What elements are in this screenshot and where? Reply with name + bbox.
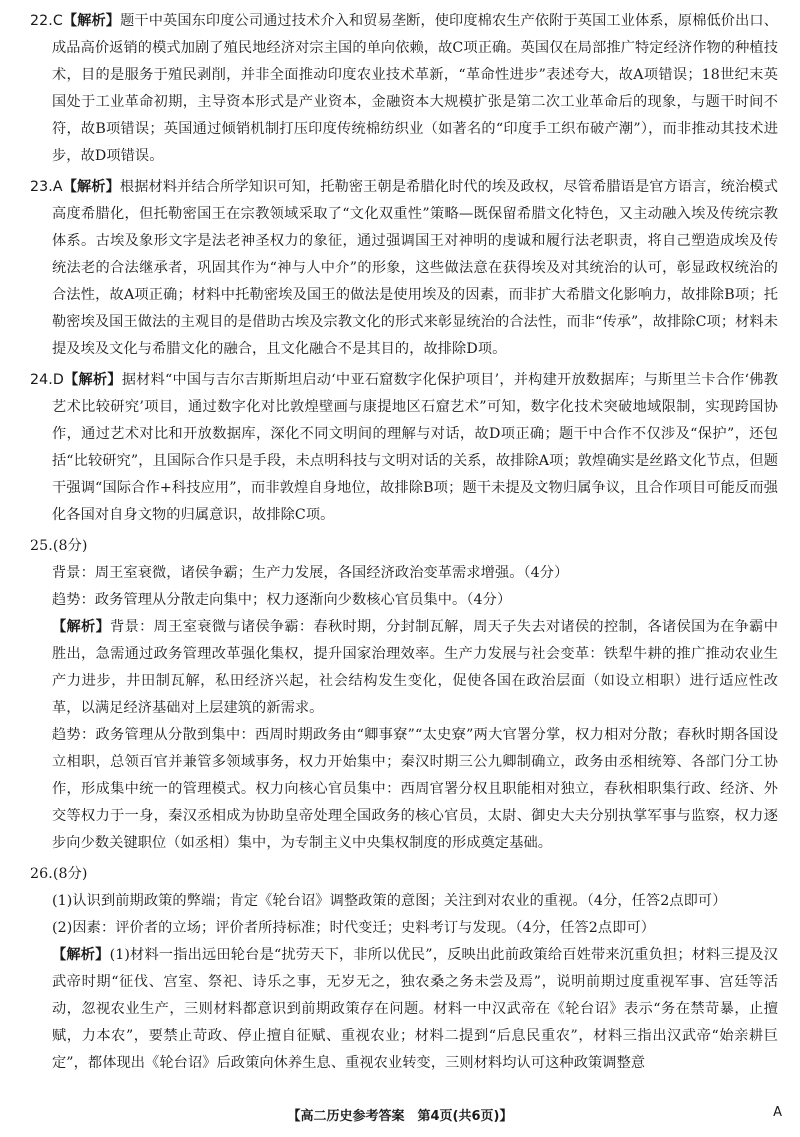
q24-text: 据材料“中国与吉尔吉斯斯坦启动‘中亚石窟数字化保护项目’，并构建开放数据库；与斯里兰卡合作‘佛教艺术比较研究’项目，通过数字化对比敦煌壁画与康提地区石窟艺术”可知，数字化技术突破地域限制，实现跨国协作，通过艺术对比和开放数据库，深化不同文明间的理解与对话，故D项正确；题干中合作不仅涉及“保护”，还包括“比较研究”，且国际合作只是手段，未点明科技与文明对话的关系，故排除A项；敦煌确实是丝路文化节点，但题干强调“国际合作+科技应用”，而非敦煌自身地位，故排除B项；题干未提及文物归属争议，且合作项目可能反而强化各国对自身文物的归属意识，故排除C项。 bbox=[52, 372, 778, 523]
q25-background-answer: 背景：周王室衰微，诸侯争霸；生产力发展，各国经济政治变革需求增强。（4分） bbox=[52, 565, 569, 581]
q25-analysis-1-text: 背景：周王室衰微与诸侯争霸：春秋时期，分封制瓦解，周天子失去对诸侯的控制，各诸侯国为在争霸中胜出，急需通过政务管理改革强化集权，提升国家治理效率。生产力发展与社会变革：铁犁牛耕的推广推动农业生产力进步，井田制瓦解，私田经济兴起，社会结构发生变化，促使各国在政治层面（如设立相职）进行适应性改革，以满足经济基础对上层建筑的新需求。 bbox=[52, 619, 778, 716]
q26-analysis bbox=[30, 942, 778, 1077]
q26-answer-2: (2)因素：评价者的立场；评价者所持标准；时代变迁；史料考订与发现。（4分，任答2点即可） bbox=[52, 920, 656, 936]
q23-number: 23.A bbox=[30, 179, 63, 195]
footer-version-letter: A bbox=[773, 1105, 782, 1120]
q24-number: 24.D bbox=[30, 372, 64, 388]
q23-analysis-tag: 【解析】 bbox=[62, 179, 120, 195]
q25-analysis-2: 趋势：政务管理从分散到集中：西周时期政务由“卿事寮”“太史寮”两大官署分掌，权力相对分散；春秋时期各国设立相职，总领百官并兼管多领域事务，权力开始集中；秦汉时期三公九卿制确立，政务由丞相统筹、各部门分工协作，形成集中统一的管理模式。权力向核心官员集中：西周官署分权且职能相对独立，春秋相职集行政、经济、外交等权力于一身，秦汉丞相成为协助皇帝处理全国政务的核心官员，太尉、御史大夫分别执掌军事与监察，权力逐步向少数关键职位（如丞相）集中，为专制主义中央集权制度的形成奠定基础。 bbox=[52, 727, 778, 851]
footer-page-info: 【高二历史参考答案 第4页(共6页)】 bbox=[287, 1109, 513, 1124]
q22-analysis-tag: 【解析】 bbox=[62, 13, 121, 29]
q23-text: 根据材料并结合所学知识可知，托勒密王朝是希腊化时代的埃及政权，尽管希腊语是官方语言，统治模式高度希腊化，但托勒密国王在宗教领域采取了“文化双重性”策略—既保留希腊文化特色，又主动融入埃及传统宗教体系。古埃及象形文字是法老神圣权力的象征，通过强调国王对神明的虔诚和履行法老职责，将自己塑造成埃及传统法老的合法继承者，巩固其作为“神与人中介”的形象，这些做法意在获得埃及对其统治的认可，彰显政权统治的合法性，故A项正确；材料中托勒密埃及国王的做法是使用埃及的因素，而非扩大希腊文化影响力，故排除B项；托勒密埃及国王做法的主观目的是借助古埃及宗教文化的形式来彰显统治的合法性，而非“传承”，故排除C项；材料未提及埃及文化与希腊文化的融合，且文化融合不是其目的，故排除D项。 bbox=[52, 179, 778, 357]
q25-trend-answer: 趋势：政务管理从分散走向集中；权力逐渐向少数核心官员集中。（4分） bbox=[52, 592, 512, 608]
q23-block bbox=[30, 174, 778, 363]
q24-analysis-tag: 【解析】 bbox=[63, 372, 122, 388]
answer-page bbox=[30, 8, 778, 1077]
q25-analysis-tag: 【解析】 bbox=[52, 619, 111, 635]
q24-block bbox=[30, 367, 778, 529]
q26-answer-1: (1)认识到前期政策的弊端；肯定《轮台诏》调整政策的意图；关注到对农业的重视。（4分，任答2点即可） bbox=[52, 893, 727, 909]
q22-block bbox=[30, 8, 778, 170]
q26-analysis-tag: 【解析】 bbox=[52, 947, 110, 963]
q26-analysis-text: (1)材料一指出远田轮台是“扰劳天下，非所以优民”，反映出此前政策给百姓带来沉重负担；材料三提及汉武帝时期“征伐、宫室、祭祀、诗乐之事，无岁无之，独农桑之务未尝及焉”，说明前期过度重视军事、宫廷等活动，忽视农业生产，三则材料都意识到前期政策存在问题。材料一中汉武帝在《轮台诏》表示“务在禁苛暴，止擅赋，力本农”，要禁止苛政、停止擅自征赋、重视农业；材料二提到“后息民重农”，材料三指出汉武帝“始亲耕巨定”，都体现出《轮台诏》后政策向休养生息、重视农业转变，三则材料均认可这种政策调整意 bbox=[52, 947, 778, 1071]
q25-number: 25.(8分) bbox=[30, 538, 88, 554]
q22-number: 22.C bbox=[30, 13, 63, 29]
page-footer bbox=[0, 1105, 800, 1129]
q26-number: 26.(8分) bbox=[30, 866, 88, 882]
q25-analysis-1 bbox=[30, 614, 778, 722]
q22-text: 题干中英国东印度公司通过技术介入和贸易垄断，使印度棉农生产依附于英国工业体系，原棉低价出口、成品高价返销的模式加剧了殖民地经济对宗主国的单向依赖，故C项正确。英国仅在局部推广特定经济作物的种植技术，目的是服务于殖民剥削，并非全面推动印度农业技术革新，“革命性进步”表述夸大，故A项错误；18世纪末英国处于工业革命初期，主导资本形式是产业资本，金融资本大规模扩张是第二次工业革命后的现象，与题干时间不符，故B项错误；英国通过倾销机制打压印度传统棉纺织业（如著名的“印度手工织布破产潮”），而非推动其技术进步，故D项错误。 bbox=[52, 13, 778, 164]
